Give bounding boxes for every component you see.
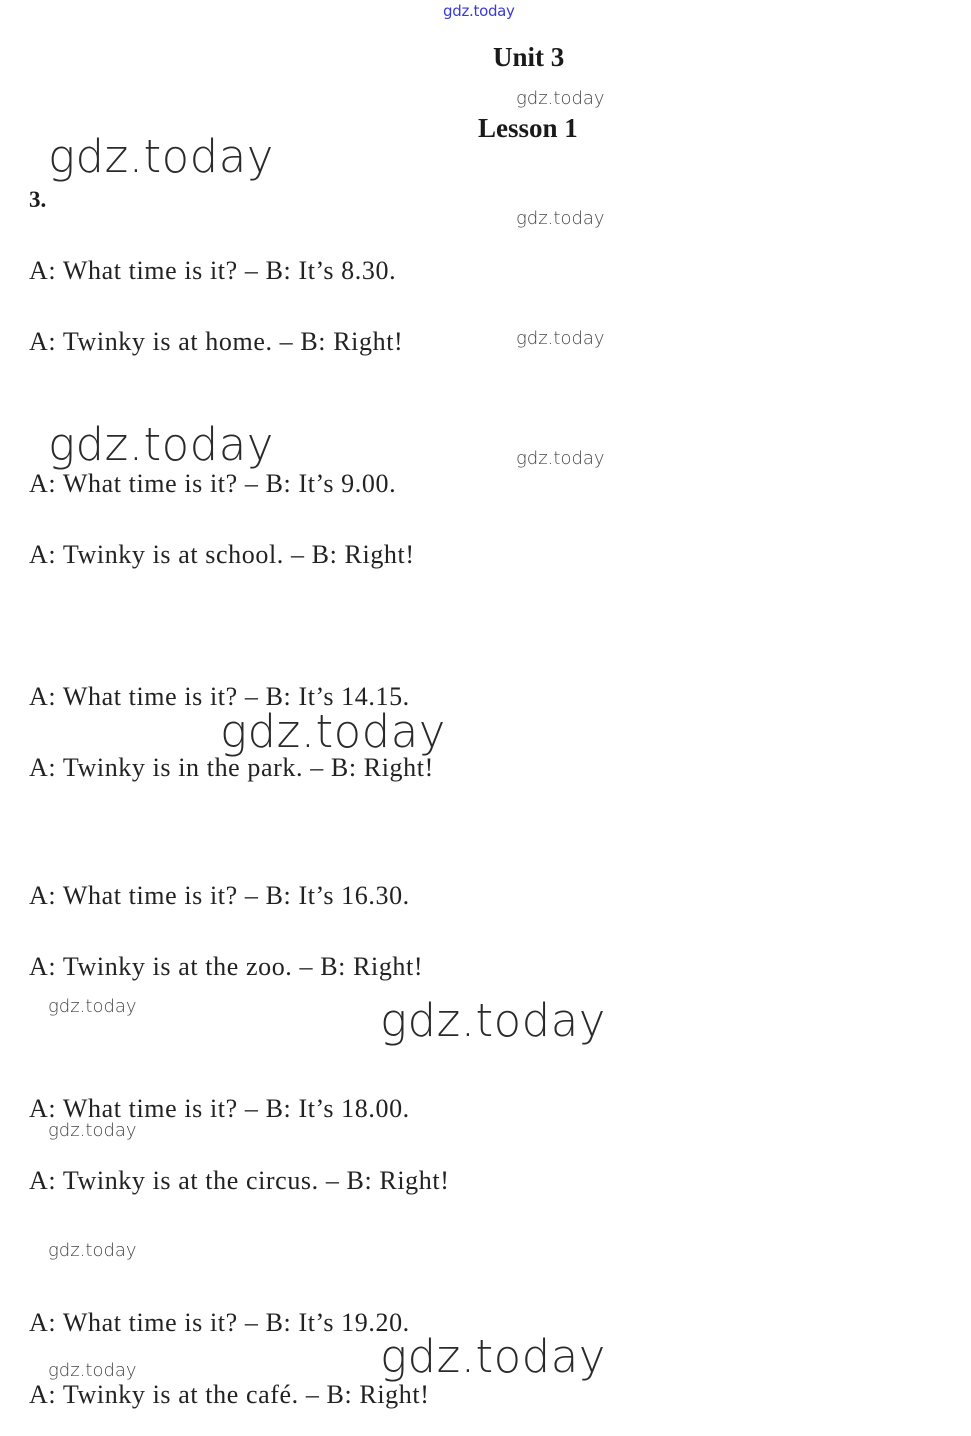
watermark-large: gdz.today [380, 994, 606, 1047]
watermark-large: gdz.today [220, 705, 446, 758]
dialogue-line: A: Twinky is at home. – B: Right! [29, 327, 404, 356]
watermark-small: gdz.today [48, 1240, 137, 1261]
dialogue-line: A: What time is it? – B: It’s 8.30. [29, 256, 397, 285]
watermark-small: gdz.today [48, 996, 137, 1017]
dialogue-line: A: Twinky is in the park. – B: Right! [29, 753, 434, 782]
watermark-small: gdz.today [516, 448, 605, 469]
watermark-small: gdz.today [516, 328, 605, 349]
watermark-small: gdz.today [516, 88, 605, 109]
watermark-small: gdz.today [48, 1360, 137, 1381]
watermark-small: gdz.today [516, 208, 605, 229]
dialogue-line: A: Twinky is at school. – B: Right! [29, 540, 415, 569]
watermark-large: gdz.today [48, 130, 274, 183]
dialogue-line: A: Twinky is at the zoo. – B: Right! [29, 952, 424, 981]
exercise-number: 3. [29, 187, 47, 212]
unit-title: Unit 3 [493, 42, 565, 72]
watermark-top: gdz.today [443, 2, 515, 20]
lesson-title: Lesson 1 [478, 113, 578, 143]
dialogue-line: A: What time is it? – B: It’s 18.00. [29, 1094, 410, 1123]
watermark-small: gdz.today [48, 1120, 137, 1141]
dialogue-line: A: What time is it? – B: It’s 9.00. [29, 469, 397, 498]
dialogue-line: A: Twinky is at the circus. – B: Right! [29, 1166, 450, 1195]
watermark-large: gdz.today [380, 1330, 606, 1383]
dialogue-line: A: Twinky is at the café. – B: Right! [29, 1380, 430, 1409]
dialogue-line: A: What time is it? – B: It’s 19.20. [29, 1308, 410, 1337]
dialogue-line: A: What time is it? – B: It’s 16.30. [29, 881, 410, 910]
dialogue-line: A: What time is it? – B: It’s 14.15. [29, 682, 410, 711]
watermark-large: gdz.today [48, 418, 274, 471]
